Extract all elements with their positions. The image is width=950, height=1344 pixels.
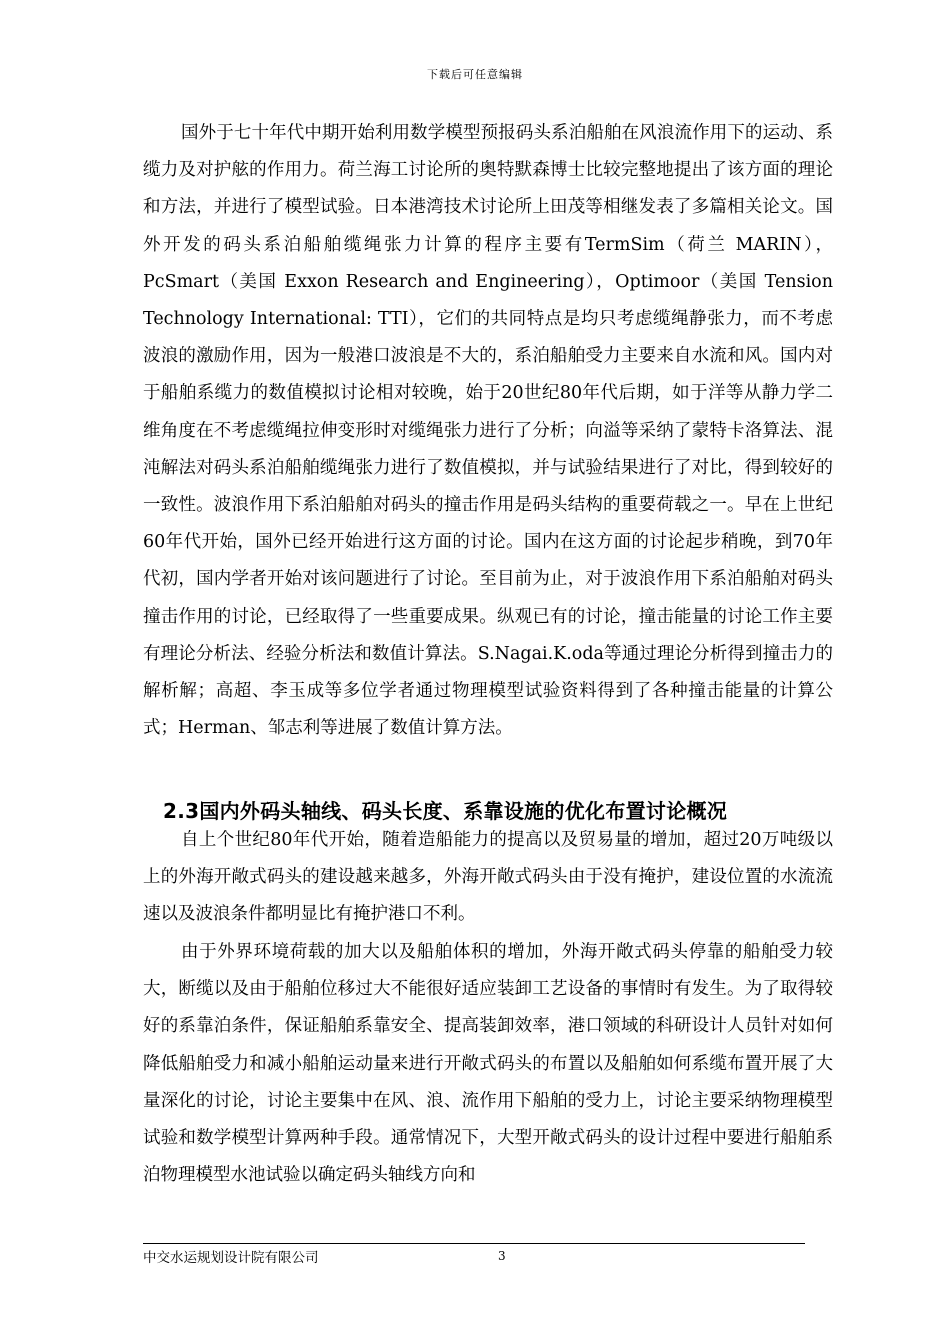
footer-company-name: 中交水运规划设计院有限公司 <box>143 1250 319 1266</box>
page-number: 3 <box>498 1249 506 1263</box>
footer-divider <box>143 1243 805 1244</box>
header-note: 下载后可任意编辑 <box>427 68 523 81</box>
body-paragraph-1: 国外于七十年代中期开始利用数学模型预报码头系泊船舶在风浪流作用下的运动、系缆力及对护舷的作用力。荷兰海工讨论所的奥特默森博士比较完整地提出了该方面的理论和方法，并进行了模型试验。日本港湾技术讨论所上田茂等相继发表了多篇相关论文。国外开发的码头系泊船舶缆绳张力计算的程序主要有TermSim（荷兰 MARIN），PcSmart（美国 Exxon Research and Engineering），Optimoor（美国 Tension Technology International: TTI），它们的共同特点是均只考虑缆绳静张力，而不考虑波浪的激励作用，因为一般港口波浪是不大的，系泊船舶受力主要来自水流和风。国内对于船舶系缆力的数值模拟讨论相对较晚，始于20世纪80年代后期，如于洋等从静力学二维角度在不考虑缆绳拉伸变形时对缆绳张力进行了分析；向溢等采纳了蒙特卡洛算法、混沌解法对码头系泊船舶缆绳张力进行了数值模拟，并与试验结果进行了对比，得到较好的一致性。波浪作用下系泊船舶对码头的撞击作用是码头结构的重要荷载之一。早在上世纪60年代开始，国外已经开始进行这方面的讨论。国内在这方面的讨论起步稍晚，到70年代初，国内学者开始对该问题进行了讨论。至目前为止，对于波浪作用下系泊船舶对码头撞击作用的讨论，已经取得了一些重要成果。纵观已有的讨论，撞击能量的讨论工作主要有理论分析法、经验分析法和数值计算法。S.Nagai.K.oda等通过理论分析得到撞击力的解析解；高超、李玉成等多位学者通过物理模型试验资料得到了各种撞击能量的计算公式；Herman、邹志利等进展了数值计算方法。 <box>143 123 833 739</box>
body-paragraph-2: 自上个世纪80年代开始，随着造船能力的提高以及贸易量的增加，超过20万吨级以上的外海开敞式码头的建设越来越多，外海开敞式码头由于没有掩护，建设位置的水流流速以及波浪条件都明显比有掩护港口不利。 <box>143 830 833 925</box>
section-heading: 2.3国内外码头轴线、码头长度、系靠设施的优化布置讨论概况 <box>163 799 728 823</box>
body-paragraph-3: 由于外界环境荷载的加大以及船舶体积的增加，外海开敞式码头停靠的船舶受力较大，断缆以及由于船舶位移过大不能很好适应装卸工艺设备的事情时有发生。为了取得较好的系靠泊条件，保证船舶系靠安全、提高装卸效率，港口领域的科研设计人员针对如何降低船舶受力和减小船舶运动量来进行开敞式码头的布置以及船舶如何系缆布置开展了大量深化的讨论，讨论主要集中在风、浪、流作用下船舶的受力上，讨论主要采纳物理模型试验和数学模型计算两种手段。通常情况下，大型开敞式码头的设计过程中要进行船舶系泊物理模型水池试验以确定码头轴线方向和 <box>143 942 833 1186</box>
